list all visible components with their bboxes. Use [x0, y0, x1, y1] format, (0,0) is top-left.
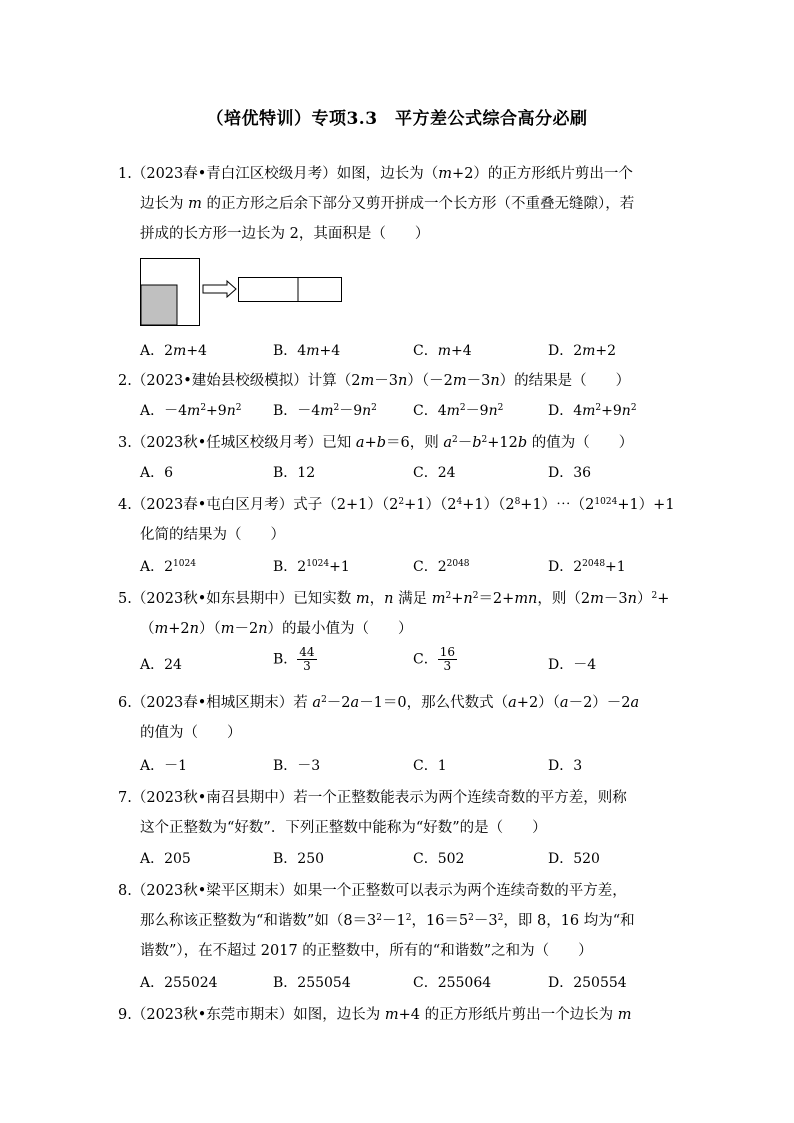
- question-3-line-1: 3.（2023秋•任城区校级月考）已知 a+b＝6，则 $a^2-b^2+12b$ 的值为（ ）: [118, 435, 634, 451]
- q8-option-c: C．255064: [413, 975, 492, 991]
- right-arrow-icon: [203, 281, 236, 297]
- q3-option-a: A．6: [140, 465, 174, 481]
- q1-text-b: ）的正方形纸片剪出一个: [473, 166, 633, 182]
- q4-option-b: B．$2^{1024}+1$: [273, 559, 350, 575]
- page-title: （培优特训）专项3.3 平方差公式综合高分必刷: [206, 109, 588, 129]
- question-1-figure: [140, 258, 350, 330]
- q6-option-c: C．1: [413, 758, 447, 774]
- q4-option-d: D．$2^{2048}+1$: [548, 559, 626, 575]
- question-1-line-3: 拼成的长方形一边长为 2，其面积是（ ）: [140, 226, 430, 242]
- question-6-line-2: 的值为（ ）: [140, 725, 242, 741]
- q1-option-c: C．m+4: [413, 343, 472, 359]
- q2-option-d: D．$4m^2+9n^2$: [548, 403, 637, 419]
- q1-text-d: 的正方形之后余下部分又剪开拼成一个长方形（不重叠无缝隙），若: [201, 196, 635, 212]
- q2-option-a: A．$-4m^2+9n^2$: [140, 403, 242, 419]
- q1-text-c: 边长为: [140, 196, 189, 212]
- question-1-line-1: 1.（2023春•青白江区校级月考）如图，边长为（m+2）的正方形纸片剪出一个: [118, 166, 633, 182]
- q6-option-a: A．－1: [140, 758, 188, 774]
- result-rectangle: [239, 278, 342, 302]
- fraction-16-3: $\frac{16}{3}$: [439, 645, 455, 673]
- q8-option-b: B．255054: [273, 975, 351, 991]
- q2-option-b: B．$-4m^2-9n^2$: [273, 403, 377, 419]
- q7-option-b: B．250: [273, 851, 325, 867]
- q8-option-d: D．250554: [548, 975, 627, 991]
- q1-option-b: B．4m+4: [273, 343, 341, 359]
- q3-option-d: D．36: [548, 465, 592, 481]
- q3-option-b: B．12: [273, 465, 316, 481]
- question-7-line-1: 7.（2023秋•南召县期中）若一个正整数能表示为两个连续奇数的平方差，则称: [118, 790, 627, 806]
- question-4-line-2: 化简的结果为（ ）: [140, 527, 285, 543]
- question-4-line-1: 4.（2023春•屯白区月考）式子$(2+1)(2^2+1)(2^4+1)(2^8+1)\cdots(2^{1024}+1)+1$: [118, 497, 675, 513]
- question-9-line-1: 9.（2023秋•东莞市期末）如图，边长为 m+4 的正方形纸片剪出一个边长为 m: [118, 1007, 632, 1023]
- q3-option-c: C．24: [413, 465, 456, 481]
- q1-option-a: A．2m+4: [140, 343, 207, 359]
- q7-option-a: A．205: [140, 851, 191, 867]
- question-8-line-1: 8.（2023秋•梁平区期末）如果一个正整数可以表示为两个连续奇数的平方差，: [118, 883, 627, 899]
- q7-option-d: D．520: [548, 851, 600, 867]
- q5-option-d: D．－4: [548, 657, 597, 673]
- q1-text-a: （2023春•青白江区校级月考）如图，边长为（: [131, 166, 439, 182]
- q4-option-a: A．$2^{1024}$: [140, 559, 196, 575]
- q7-option-c: C．502: [413, 851, 465, 867]
- q4-option-c: C．$2^{2048}$: [413, 559, 470, 575]
- q5-option-c: C． $\frac{16}{3}$: [413, 645, 455, 673]
- question-1-number: 1.: [118, 166, 132, 182]
- q2-option-c: C．$4m^2-9n^2$: [413, 403, 504, 419]
- question-8-line-2: 那么称该正整数为“和谐数”如（$8=3^2-1^2$，$16=5^2-3^2$，即 8，16 均为“和: [140, 913, 635, 929]
- question-7-line-2: 这个正整数为“好数”．下列正整数中能称为“好数”的是（ ）: [140, 820, 547, 836]
- question-1-line-2: 边长为 m 的正方形之后余下部分又剪开拼成一个长方形（不重叠无缝隙），若: [140, 196, 635, 212]
- q5-option-a: A．24: [140, 657, 182, 673]
- question-2-line-1: 2.（2023•建始县校级模拟）计算（2m－3n）（－2m－3n）的结果是（ ）: [118, 373, 631, 389]
- question-6-line-1: 6.（2023春•相城区期末）若 $a^2-2a-1=0$，那么代数式（a+2）（a－2）－2a: [118, 695, 640, 711]
- q1-option-d: D．2m+2: [548, 343, 617, 359]
- q6-option-d: D．3: [548, 758, 583, 774]
- question-5-line-2: （m+2n）（m－2n）的最小值为（ ）: [140, 621, 413, 637]
- cut-square: [141, 285, 177, 325]
- fraction-44-3: $\frac{44}{3}$: [299, 645, 315, 673]
- question-5-line-1: 5.（2023秋•如东县期中）已知实数 m，n 满足 $m^2+n^2=2+mn$，则$(2m-3n)^2+$: [118, 591, 670, 607]
- q5-option-b: B． $\frac{44}{3}$: [273, 645, 315, 673]
- question-8-line-3: 谐数”），在不超过 2017 的正整数中，所有的“和谐数”之和为（ ）: [140, 943, 593, 959]
- q6-option-b: B．－3: [273, 758, 321, 774]
- q8-option-a: A．255024: [140, 975, 218, 991]
